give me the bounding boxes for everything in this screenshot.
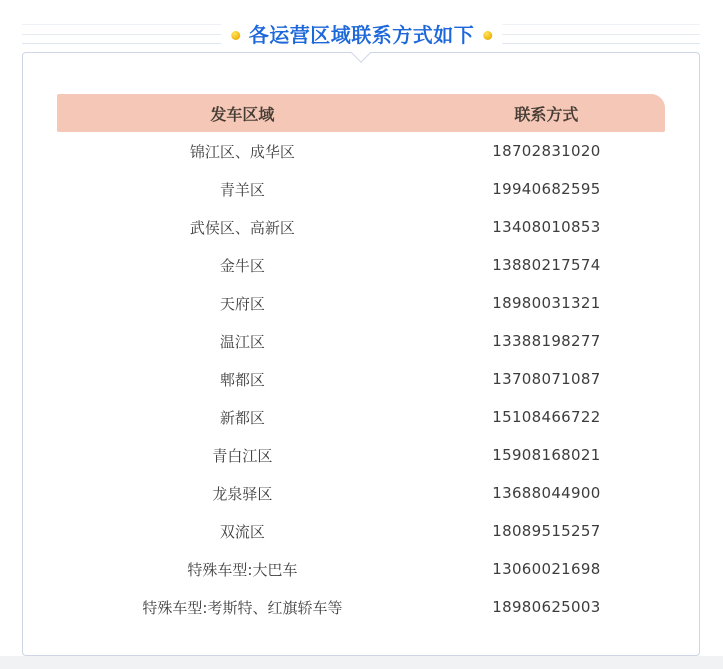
region-cell: 金牛区 [219, 256, 265, 275]
phone-cell: 13408010853 [492, 218, 601, 236]
phone-cell: 18980625003 [492, 598, 601, 616]
phone-cell: 18702831020 [492, 142, 601, 160]
table-row [57, 132, 665, 170]
table-row [57, 170, 665, 208]
region-cell: 特殊车型:大巴车 [187, 560, 298, 579]
phone-cell: 19940682595 [492, 180, 601, 198]
table-row [57, 208, 665, 246]
header-contact: 联系方式 [514, 104, 579, 124]
table-header [57, 94, 665, 132]
table-row [57, 512, 665, 550]
phone-cell: 13388198277 [492, 332, 601, 350]
table-row [57, 474, 665, 512]
region-cell: 武侯区、高新区 [189, 218, 295, 237]
phone-cell: 13688044900 [492, 484, 601, 502]
table-row [57, 246, 665, 284]
phone-cell: 15108466722 [492, 408, 601, 426]
phone-cell: 13708071087 [492, 370, 601, 388]
table-row [57, 588, 665, 626]
phone-cell: 15908168021 [492, 446, 601, 464]
phone-cell: 13060021698 [492, 560, 601, 578]
page-bottom-strip [0, 656, 723, 669]
region-cell: 特殊车型:考斯特、红旗轿车等 [142, 598, 343, 617]
table-row [57, 436, 665, 474]
phone-cell: 18089515257 [492, 522, 601, 540]
phone-cell: 13880217574 [492, 256, 601, 274]
title-section [0, 0, 723, 52]
header-region: 发车区域 [210, 104, 275, 124]
region-cell: 青羊区 [219, 180, 265, 199]
table-row [57, 550, 665, 588]
title-wrap [221, 22, 503, 48]
yellow-dot-right-icon [483, 31, 492, 40]
contact-card [22, 52, 700, 656]
region-cell: 温江区 [219, 332, 265, 351]
region-cell: 天府区 [219, 294, 265, 313]
region-cell: 龙泉驿区 [212, 484, 273, 503]
page-title: 各运营区域联系方式如下 [248, 23, 475, 47]
region-cell: 双流区 [219, 522, 265, 541]
table-row [57, 322, 665, 360]
region-cell: 新都区 [219, 408, 265, 427]
contact-table [57, 94, 665, 626]
region-cell: 青白江区 [212, 446, 273, 465]
region-cell: 郫都区 [219, 370, 265, 389]
phone-cell: 18980031321 [492, 294, 601, 312]
region-cell: 锦江区、成华区 [189, 142, 295, 161]
yellow-dot-left-icon [231, 31, 240, 40]
table-body [57, 132, 665, 626]
table-row [57, 398, 665, 436]
table-row [57, 360, 665, 398]
table-row [57, 284, 665, 322]
